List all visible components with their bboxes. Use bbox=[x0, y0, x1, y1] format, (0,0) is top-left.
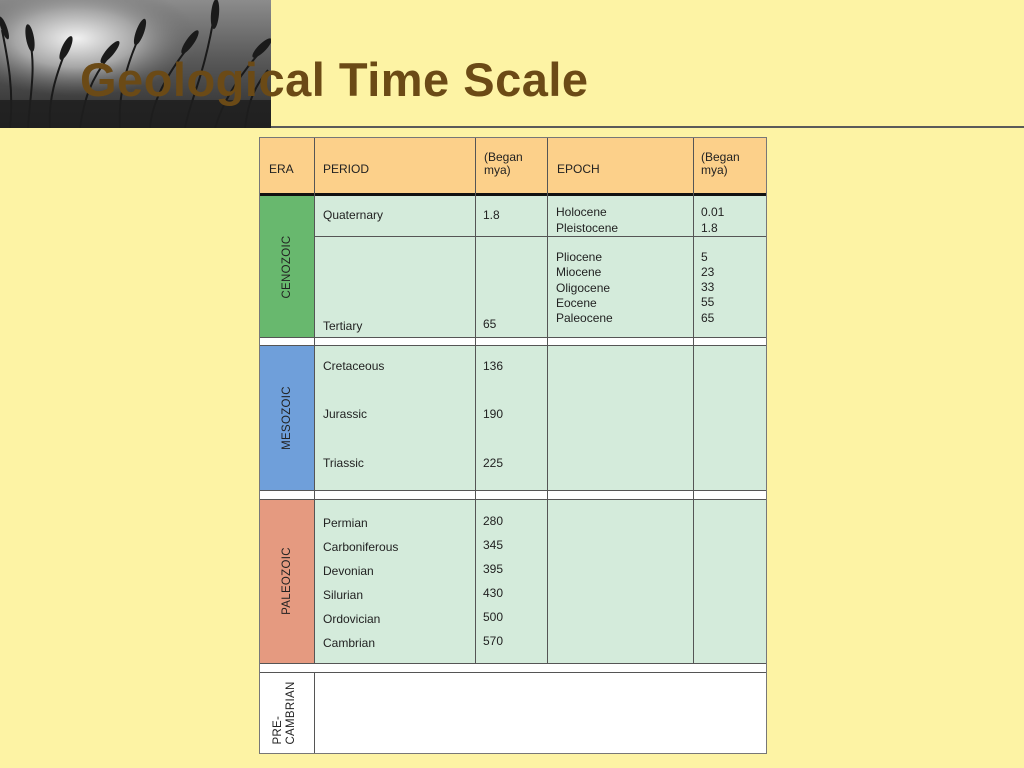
row-divider bbox=[314, 236, 766, 237]
epoch-began: 1.8 bbox=[701, 221, 718, 235]
era-label-mesozoic: MESOZOIC bbox=[281, 386, 293, 450]
epoch-began: 5 bbox=[701, 250, 708, 264]
epoch-began: 23 bbox=[701, 265, 715, 279]
epoch-name: Paleocene bbox=[556, 311, 613, 325]
header-divider bbox=[271, 126, 1024, 128]
period-name: Quaternary bbox=[323, 208, 384, 222]
era-divider bbox=[260, 663, 766, 673]
column-divider bbox=[693, 138, 694, 663]
epoch-name: Holocene bbox=[556, 205, 607, 219]
slide-title: Geological Time Scale bbox=[80, 53, 589, 106]
era-divider bbox=[260, 490, 766, 500]
epoch-name: Pleistocene bbox=[556, 221, 619, 235]
period-name: Silurian bbox=[323, 588, 364, 602]
era-label-precambrian: PRE- CAMBRIAN bbox=[272, 681, 297, 745]
period-name: Ordovician bbox=[323, 612, 381, 626]
epoch-began: 0.01 bbox=[701, 205, 725, 219]
period-name: Carboniferous bbox=[323, 540, 399, 554]
column-divider bbox=[547, 138, 548, 663]
era-label-cenozoic: CENOZOIC bbox=[281, 235, 293, 299]
header-period: PERIOD bbox=[323, 162, 370, 176]
column-divider bbox=[475, 138, 476, 663]
period-name: Jurassic bbox=[323, 407, 368, 421]
period-began: 136 bbox=[483, 359, 504, 373]
period-name: Triassic bbox=[323, 456, 364, 470]
header-epoch-began: (Began mya) bbox=[701, 150, 740, 177]
period-began: 225 bbox=[483, 456, 504, 470]
era-divider bbox=[260, 337, 766, 346]
period-name: Cretaceous bbox=[323, 359, 385, 373]
period-began: 430 bbox=[483, 586, 504, 600]
period-began: 500 bbox=[483, 610, 504, 624]
period-name: Devonian bbox=[323, 564, 374, 578]
period-began: 570 bbox=[483, 634, 504, 648]
period-began: 1.8 bbox=[483, 208, 500, 222]
geologic-time-table bbox=[259, 137, 767, 754]
period-name: Permian bbox=[323, 516, 368, 530]
period-began: 190 bbox=[483, 407, 504, 421]
era-label-paleozoic: PALEOZOIC bbox=[281, 547, 293, 615]
epoch-began: 33 bbox=[701, 280, 715, 294]
epoch-name: Miocene bbox=[556, 265, 602, 279]
epoch-name: Eocene bbox=[556, 296, 597, 310]
column-divider bbox=[314, 673, 315, 753]
period-began: 280 bbox=[483, 514, 504, 528]
header-era: ERA bbox=[269, 162, 294, 176]
period-name: Tertiary bbox=[323, 319, 363, 333]
epoch-name: Oligocene bbox=[556, 281, 611, 295]
period-began: 65 bbox=[483, 317, 497, 331]
period-began: 345 bbox=[483, 538, 504, 552]
column-divider bbox=[314, 138, 315, 663]
epoch-began: 55 bbox=[701, 295, 715, 309]
period-began: 395 bbox=[483, 562, 504, 576]
epoch-name: Pliocene bbox=[556, 250, 603, 264]
header-epoch: EPOCH bbox=[557, 162, 600, 176]
period-name: Cambrian bbox=[323, 636, 376, 650]
header-period-began: (Began mya) bbox=[484, 150, 523, 177]
epoch-began: 65 bbox=[701, 311, 715, 325]
